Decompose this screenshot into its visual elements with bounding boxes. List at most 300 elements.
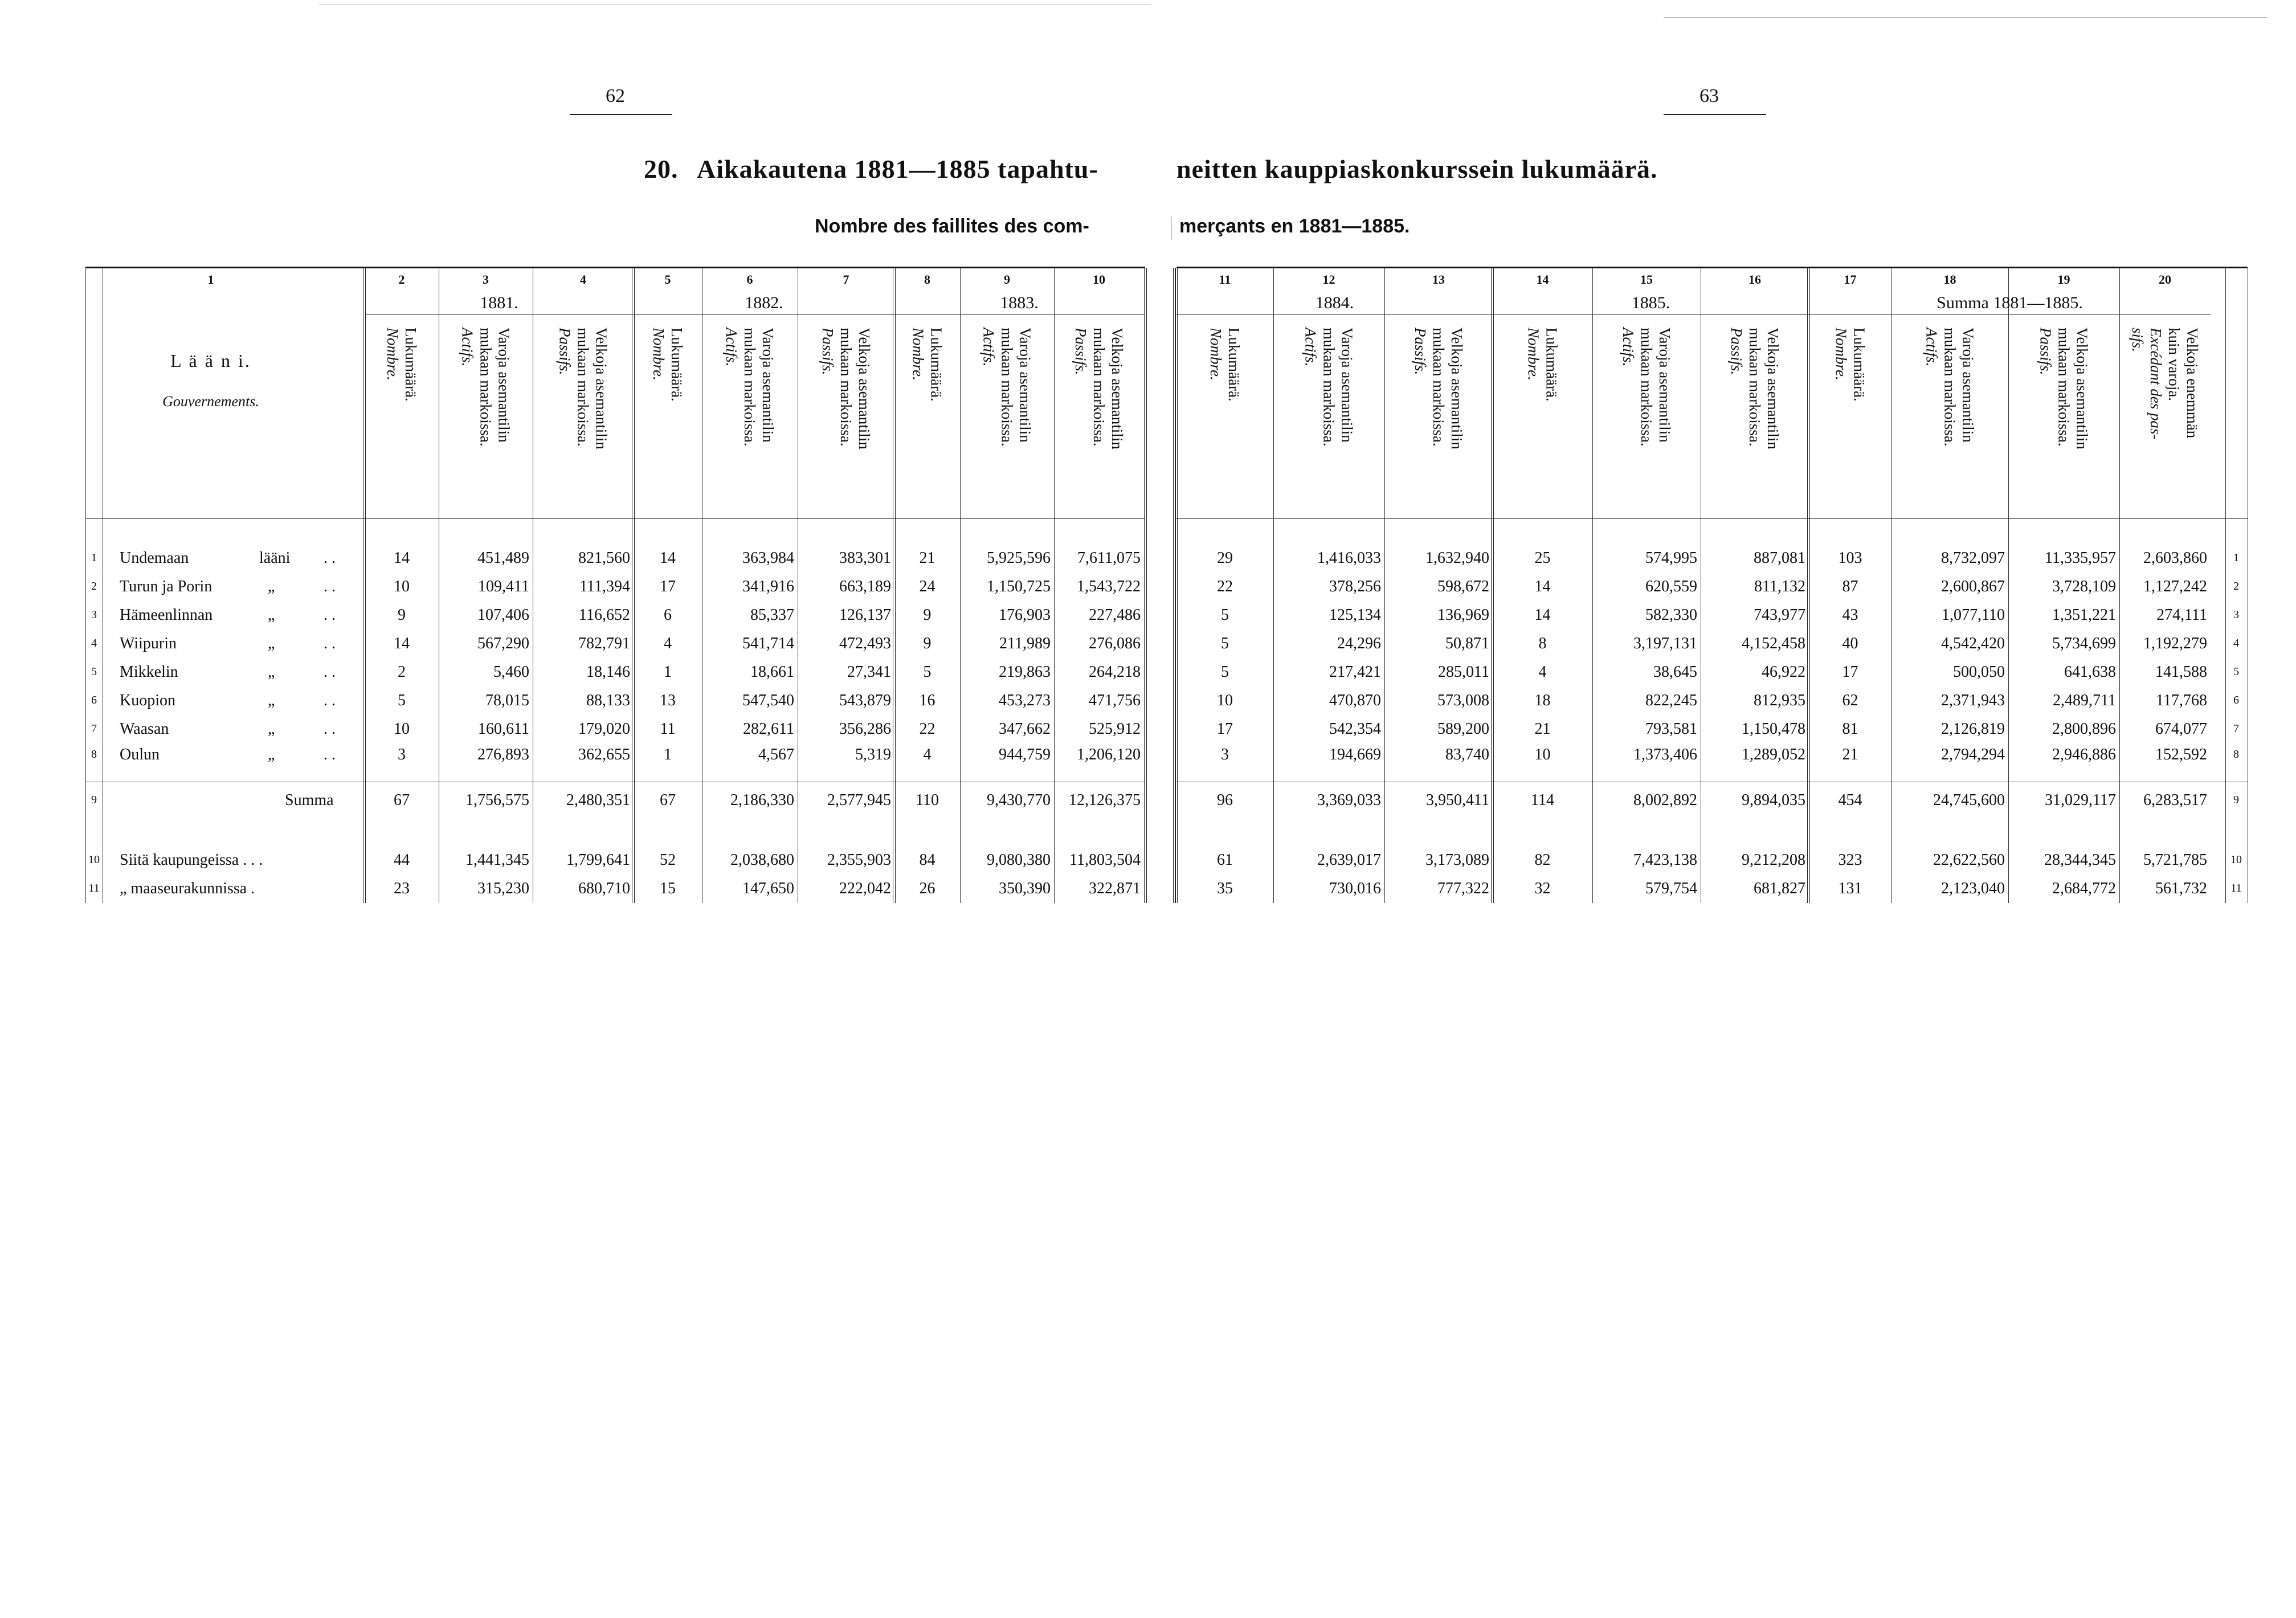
count-cell: 14 (1534, 606, 1551, 624)
count-cell: 14 (1534, 578, 1551, 595)
row-label-suffix: „ (268, 635, 275, 652)
header-line: mukaan markoissa. (1090, 328, 1108, 447)
amount-cell: 322,871 (1089, 880, 1141, 897)
amount-cell: 674,077 (2155, 720, 2207, 738)
excess-header (2129, 328, 2201, 510)
amount-cell: 356,286 (839, 720, 891, 738)
count-cell: 52 (660, 851, 676, 869)
amount-cell: 31,029,117 (2045, 791, 2116, 809)
count-cell: 21 (1534, 720, 1551, 738)
count-cell: 29 (1217, 549, 1233, 567)
header-line: Velkoja asemantilin (2073, 328, 2091, 450)
count-header (1832, 328, 1869, 510)
count-cell: 32 (1534, 880, 1551, 897)
liabilities-header (1072, 328, 1126, 510)
table-top-rule-left (85, 267, 1145, 268)
amount-cell: 125,134 (1329, 606, 1381, 624)
header-line: mukaan markoissa. (2055, 328, 2073, 447)
header-line: Varoja asemantilin (495, 328, 513, 443)
amount-cell: 598,672 (1437, 578, 1489, 595)
year-label: 1881. (480, 293, 518, 312)
header-line: Velkoja asemantilin (1448, 328, 1465, 450)
row-label: Wiipurin (120, 635, 177, 652)
header-line: Velkoja asemantilin (856, 328, 873, 450)
amount-cell: 2,480,351 (566, 791, 630, 809)
amount-cell: 5,319 (855, 746, 891, 763)
count-cell: 10 (394, 578, 410, 595)
amount-cell: 1,206,120 (1077, 746, 1141, 763)
row-number: 9 (91, 794, 97, 806)
header-line: Actifs. (1302, 328, 1319, 367)
page-right-edge (1144, 268, 1147, 903)
row-label-suffix: „ (268, 720, 275, 738)
count-cell: 17 (1217, 720, 1233, 738)
amount-cell: 887,081 (1754, 549, 1805, 567)
amount-cell: 5,460 (493, 663, 529, 681)
count-cell: 4 (923, 746, 932, 763)
count-cell: 24 (919, 578, 935, 595)
count-cell: 35 (1217, 880, 1233, 897)
header-line: Nombre. (1207, 328, 1224, 381)
amount-cell: 2,371,943 (1941, 692, 2005, 709)
row-label-dots: . . (324, 663, 336, 681)
header-line: Velkoja enemmän (2184, 328, 2201, 439)
amount-cell: 5,721,785 (2143, 851, 2207, 869)
assets-header (1619, 328, 1674, 510)
table-number: 20. (644, 154, 679, 183)
header-line: kuin varoja. (2166, 328, 2183, 401)
amount-cell: 176,903 (999, 606, 1051, 624)
count-cell: 5 (1221, 606, 1229, 624)
amount-cell: 1,150,725 (987, 578, 1051, 595)
assets-header (722, 328, 777, 510)
amount-cell: 641,638 (2064, 663, 2116, 681)
row-label: Hämeenlinnan (120, 606, 213, 624)
amount-cell: 28,344,345 (2044, 851, 2116, 869)
page-number-right: 63 (1699, 85, 1719, 107)
amount-cell: 126,137 (839, 606, 891, 624)
amount-cell: 219,863 (999, 663, 1051, 681)
table-top-rule-right (1176, 267, 2248, 268)
amount-cell: 141,588 (2155, 663, 2207, 681)
page-number-rule (1664, 114, 1766, 115)
amount-cell: 821,560 (578, 549, 630, 567)
count-header (1525, 328, 1561, 510)
summa-label: Summa (285, 791, 334, 809)
header-line: Nombre. (650, 328, 667, 381)
column-number: 12 (1322, 272, 1335, 287)
header-line: Passifs. (819, 328, 836, 375)
row-label-suffix: „ (268, 606, 275, 624)
column-number: 5 (664, 272, 671, 287)
column-number: 4 (580, 272, 586, 287)
header-line: mukaan markoissa. (837, 328, 855, 447)
amount-cell: 663,189 (839, 578, 891, 595)
amount-cell: 11,335,957 (2045, 549, 2116, 567)
table-left-edge (85, 268, 86, 903)
count-cell: 62 (1842, 692, 1858, 709)
amount-cell: 222,042 (839, 880, 891, 897)
amount-cell: 561,732 (2155, 880, 2207, 897)
amount-cell: 50,871 (1445, 635, 1489, 652)
count-cell: 9 (398, 606, 406, 624)
amount-cell: 282,611 (743, 720, 794, 738)
amount-cell: 9,430,770 (987, 791, 1051, 809)
header-line: Actifs. (1620, 328, 1637, 367)
amount-cell: 18,146 (586, 663, 630, 681)
row-number: 5 (2233, 665, 2239, 678)
amount-cell: 85,337 (750, 606, 794, 624)
header-line: mukaan markoissa. (741, 328, 758, 447)
header-line: Varoja asemantilin (759, 328, 777, 443)
amount-cell: 582,330 (1645, 606, 1697, 624)
column-number: 19 (2057, 272, 2070, 287)
page-number-left: 62 (606, 85, 625, 107)
count-cell: 3 (398, 746, 406, 763)
row-label: Siitä kaupungeissa . . . (120, 851, 263, 869)
amount-cell: 11,803,504 (1069, 851, 1141, 869)
amount-cell: 567,290 (477, 635, 529, 652)
amount-cell: 1,351,221 (2052, 606, 2116, 624)
count-cell: 23 (394, 880, 410, 897)
count-cell: 67 (394, 791, 410, 809)
column-number: 20 (2159, 272, 2171, 287)
amount-cell: 378,256 (1329, 578, 1381, 595)
count-cell: 8 (1538, 635, 1547, 652)
count-cell: 13 (660, 692, 676, 709)
amount-cell: 547,540 (742, 692, 794, 709)
amount-cell: 1,799,641 (566, 851, 630, 869)
amount-cell: 579,754 (1645, 880, 1697, 897)
assets-header (1923, 328, 1978, 510)
liabilities-header (1727, 328, 1782, 510)
count-cell: 67 (660, 791, 676, 809)
row-number: 9 (2233, 794, 2239, 806)
header-line: Velkoja asemantilin (1764, 328, 1782, 450)
header-line: Varoja asemantilin (1338, 328, 1356, 443)
count-cell: 10 (394, 720, 410, 738)
amount-cell: 341,916 (742, 578, 794, 595)
amount-cell: 2,123,040 (1941, 880, 2005, 897)
header-line: sifs. (2129, 328, 2146, 352)
amount-cell: 2,186,330 (730, 791, 794, 809)
row-label-suffix: „ (268, 746, 275, 763)
row-label-dots: . . (324, 578, 336, 595)
count-cell: 22 (1217, 578, 1233, 595)
title-right-text: neitten kauppiaskonkurssein lukumäärä. (1176, 154, 1658, 183)
row-number: 8 (91, 748, 97, 761)
amount-cell: 4,542,420 (1941, 635, 2005, 652)
amount-cell: 542,354 (1329, 720, 1381, 738)
header-line: Passifs. (1412, 328, 1429, 375)
header-line: Passifs. (1072, 328, 1089, 375)
header-line: Lukumäärä. (668, 328, 685, 402)
amount-cell: 812,935 (1754, 692, 1805, 709)
amount-cell: 2,800,896 (2052, 720, 2116, 738)
amount-cell: 38,645 (1653, 663, 1697, 681)
row-label: „ maaseurakunnissa . (120, 880, 255, 897)
amount-cell: 152,592 (2155, 746, 2207, 763)
count-cell: 110 (916, 791, 939, 809)
count-cell: 11 (660, 720, 676, 738)
amount-cell: 5,925,596 (987, 549, 1051, 567)
row-label-dots: . . (324, 692, 336, 709)
amount-cell: 3,950,411 (1426, 791, 1489, 809)
liabilities-header (1411, 328, 1466, 510)
header-line: mukaan markoissa. (998, 328, 1016, 447)
column-number: 3 (483, 272, 489, 287)
count-cell: 5 (398, 692, 406, 709)
row-number: 2 (91, 580, 97, 593)
amount-cell: 7,423,138 (1633, 851, 1697, 869)
count-cell: 17 (1842, 663, 1858, 681)
amount-cell: 27,341 (847, 663, 891, 681)
amount-cell: 1,289,052 (1742, 746, 1805, 763)
amount-cell: 1,192,279 (2143, 635, 2207, 652)
page-number-rule (570, 114, 672, 115)
row-label-dots: . . (324, 606, 336, 624)
header-line: mukaan markoissa. (574, 328, 592, 447)
row-label: Turun ja Porin (120, 578, 213, 595)
amount-cell: 285,011 (1438, 663, 1489, 681)
amount-cell: 2,038,680 (730, 851, 794, 869)
amount-cell: 78,015 (485, 692, 529, 709)
amount-cell: 217,421 (1329, 663, 1381, 681)
stub-header-label-fr: Gouvernements. (162, 393, 259, 410)
amount-cell: 9,212,208 (1742, 851, 1805, 869)
row-number: 1 (2233, 551, 2239, 564)
amount-cell: 2,355,903 (827, 851, 891, 869)
count-header (649, 328, 686, 510)
amount-cell: 18,661 (750, 663, 794, 681)
amount-cell: 24,296 (1337, 635, 1381, 652)
amount-cell: 944,759 (999, 746, 1051, 763)
amount-cell: 3,197,131 (1633, 635, 1697, 652)
amount-cell: 2,489,711 (2053, 692, 2116, 709)
amount-cell: 453,273 (999, 692, 1051, 709)
amount-cell: 2,794,294 (1941, 746, 2005, 763)
amount-cell: 1,077,110 (1942, 606, 2005, 624)
amount-cell: 4,152,458 (1742, 635, 1805, 652)
row-number: 8 (2233, 748, 2239, 761)
count-cell: 1 (664, 746, 672, 763)
row-number: 2 (2233, 580, 2239, 593)
count-cell: 4 (664, 635, 672, 652)
amount-cell: 211,989 (999, 635, 1051, 652)
amount-cell: 470,870 (1329, 692, 1381, 709)
row-label-dots: . . (324, 549, 336, 567)
header-line: Velkoja asemantilin (593, 328, 610, 450)
amount-cell: 116,652 (579, 606, 630, 624)
amount-cell: 2,684,772 (2052, 880, 2116, 897)
header-line: Actifs. (980, 328, 998, 367)
column-number: 6 (746, 272, 753, 287)
amount-cell: 471,756 (1089, 692, 1141, 709)
header-line: Lukumäärä. (402, 328, 419, 402)
header-line: Passifs. (2037, 328, 2054, 375)
amount-cell: 274,111 (2156, 606, 2207, 624)
row-number: 11 (2230, 882, 2242, 894)
count-header (383, 328, 420, 510)
amount-cell: 1,632,940 (1425, 549, 1489, 567)
count-cell: 1 (664, 663, 672, 681)
amount-cell: 451,489 (477, 549, 529, 567)
column-number: 14 (1536, 272, 1549, 287)
year-rule (1176, 314, 2211, 315)
amount-cell: 7,611,075 (1077, 549, 1141, 567)
count-cell: 44 (394, 851, 410, 869)
amount-cell: 1,150,478 (1742, 720, 1805, 738)
amount-cell: 264,218 (1089, 663, 1141, 681)
row-number: 10 (2230, 853, 2242, 866)
header-line: mukaan markoissa. (1638, 328, 1655, 447)
amount-cell: 1,373,406 (1633, 746, 1697, 763)
amount-cell: 160,611 (478, 720, 529, 738)
count-cell: 17 (660, 578, 676, 595)
count-cell: 18 (1534, 692, 1551, 709)
subtitle-right: merçants en 1881—1885. (1179, 215, 1410, 237)
header-line: Actifs. (459, 328, 476, 367)
row-number: 4 (2233, 637, 2239, 649)
count-cell: 61 (1217, 851, 1233, 869)
row-number: 11 (88, 882, 100, 894)
header-line: Lukumäärä. (1850, 328, 1868, 402)
amount-cell: 9,894,035 (1742, 791, 1805, 809)
column-number: 15 (1640, 272, 1653, 287)
count-header (909, 328, 946, 510)
amount-cell: 1,127,242 (2143, 578, 2207, 595)
amount-cell: 24,745,600 (1933, 791, 2005, 809)
header-line: mukaan markoissa. (1320, 328, 1338, 447)
row-number: 10 (88, 853, 100, 866)
count-cell: 43 (1842, 606, 1858, 624)
header-line: Actifs. (723, 328, 740, 367)
count-cell: 10 (1217, 692, 1233, 709)
column-number: 16 (1748, 272, 1761, 287)
amount-cell: 46,922 (1762, 663, 1805, 681)
column-number: 1 (207, 272, 214, 287)
count-cell: 5 (923, 663, 932, 681)
liabilities-header (819, 328, 873, 510)
amount-cell: 2,639,017 (1317, 851, 1381, 869)
column-number: 17 (1844, 272, 1857, 287)
column-number: 11 (1219, 272, 1231, 287)
count-header (1207, 328, 1243, 510)
amount-cell: 194,669 (1329, 746, 1381, 763)
column-number: 8 (924, 272, 930, 287)
row-label: Mikkelin (120, 663, 178, 681)
row-label: Kuopion (120, 692, 175, 709)
row-number: 1 (91, 551, 97, 564)
count-cell: 114 (1531, 791, 1554, 809)
year-label: 1883. (1000, 293, 1039, 312)
amount-cell: 573,008 (1437, 692, 1489, 709)
count-cell: 40 (1842, 635, 1858, 652)
row-label: Waasan (120, 720, 169, 738)
assets-header (1302, 328, 1357, 510)
page-left-edge (1173, 268, 1176, 903)
header-bottom-rule-right (1176, 518, 2248, 519)
amount-cell: 822,245 (1645, 692, 1697, 709)
header-line: mukaan markoissa. (1941, 328, 1959, 447)
header-line: Actifs. (1923, 328, 1940, 367)
header-line: Nombre. (1525, 328, 1542, 381)
amount-cell: 3,369,033 (1317, 791, 1381, 809)
amount-cell: 4,567 (758, 746, 794, 763)
amount-cell: 793,581 (1645, 720, 1697, 738)
amount-cell: 2,946,886 (2052, 746, 2116, 763)
amount-cell: 276,086 (1089, 635, 1141, 652)
amount-cell: 83,740 (1445, 746, 1489, 763)
amount-cell: 620,559 (1645, 578, 1697, 595)
count-cell: 14 (660, 549, 676, 567)
year-label: 1885. (1631, 293, 1670, 312)
amount-cell: 743,977 (1754, 606, 1805, 624)
header-line: Varoja asemantilin (1016, 328, 1034, 443)
column-number: 18 (1943, 272, 1956, 287)
amount-cell: 589,200 (1437, 720, 1489, 738)
count-cell: 103 (1838, 549, 1862, 567)
amount-cell: 136,969 (1437, 606, 1489, 624)
count-cell: 10 (1534, 746, 1551, 763)
count-cell: 5 (1221, 663, 1229, 681)
header-line: Nombre. (909, 328, 927, 381)
stub-header-label: L ä ä n i. (170, 350, 251, 371)
header-line: Lukumäärä. (1225, 328, 1243, 402)
amount-cell: 777,322 (1437, 880, 1489, 897)
column-number: 2 (398, 272, 405, 287)
amount-cell: 88,133 (586, 692, 630, 709)
count-cell: 14 (394, 549, 410, 567)
amount-cell: 9,080,380 (987, 851, 1051, 869)
assets-header (459, 328, 513, 510)
header-line: Lukumäärä. (1543, 328, 1560, 402)
amount-cell: 179,020 (578, 720, 630, 738)
assets-header (980, 328, 1035, 510)
amount-cell: 2,577,945 (827, 791, 891, 809)
row-number: 6 (91, 694, 97, 706)
count-cell: 26 (919, 880, 935, 897)
row-label-suffix: lääni (259, 549, 291, 567)
amount-cell: 3,728,109 (2052, 578, 2116, 595)
amount-cell: 350,390 (999, 880, 1051, 897)
amount-cell: 22,622,560 (1933, 851, 2005, 869)
amount-cell: 574,995 (1645, 549, 1697, 567)
header-line: Varoja asemantilin (1959, 328, 1977, 443)
amount-cell: 1,441,345 (465, 851, 529, 869)
amount-cell: 276,893 (477, 746, 529, 763)
amount-cell: 541,714 (742, 635, 794, 652)
count-cell: 4 (1538, 663, 1547, 681)
count-cell: 16 (919, 692, 935, 709)
liabilities-header (2037, 328, 2091, 510)
amount-cell: 1,543,722 (1077, 578, 1141, 595)
year-label: 1884. (1315, 293, 1354, 312)
amount-cell: 1,756,575 (465, 791, 529, 809)
row-number: 4 (91, 637, 97, 649)
amount-cell: 227,486 (1089, 606, 1141, 624)
row-label-suffix: „ (268, 578, 275, 595)
column-number: 13 (1432, 272, 1445, 287)
header-line: mukaan markoissa. (1746, 328, 1763, 447)
title-left-text: Aikakautena 1881—1885 tapahtu- (697, 154, 1098, 183)
row-number: 7 (91, 722, 97, 735)
count-cell: 15 (660, 880, 676, 897)
count-cell: 22 (919, 720, 935, 738)
amount-cell: 362,655 (578, 746, 630, 763)
amount-cell: 147,650 (742, 880, 794, 897)
row-number: 3 (91, 608, 97, 621)
